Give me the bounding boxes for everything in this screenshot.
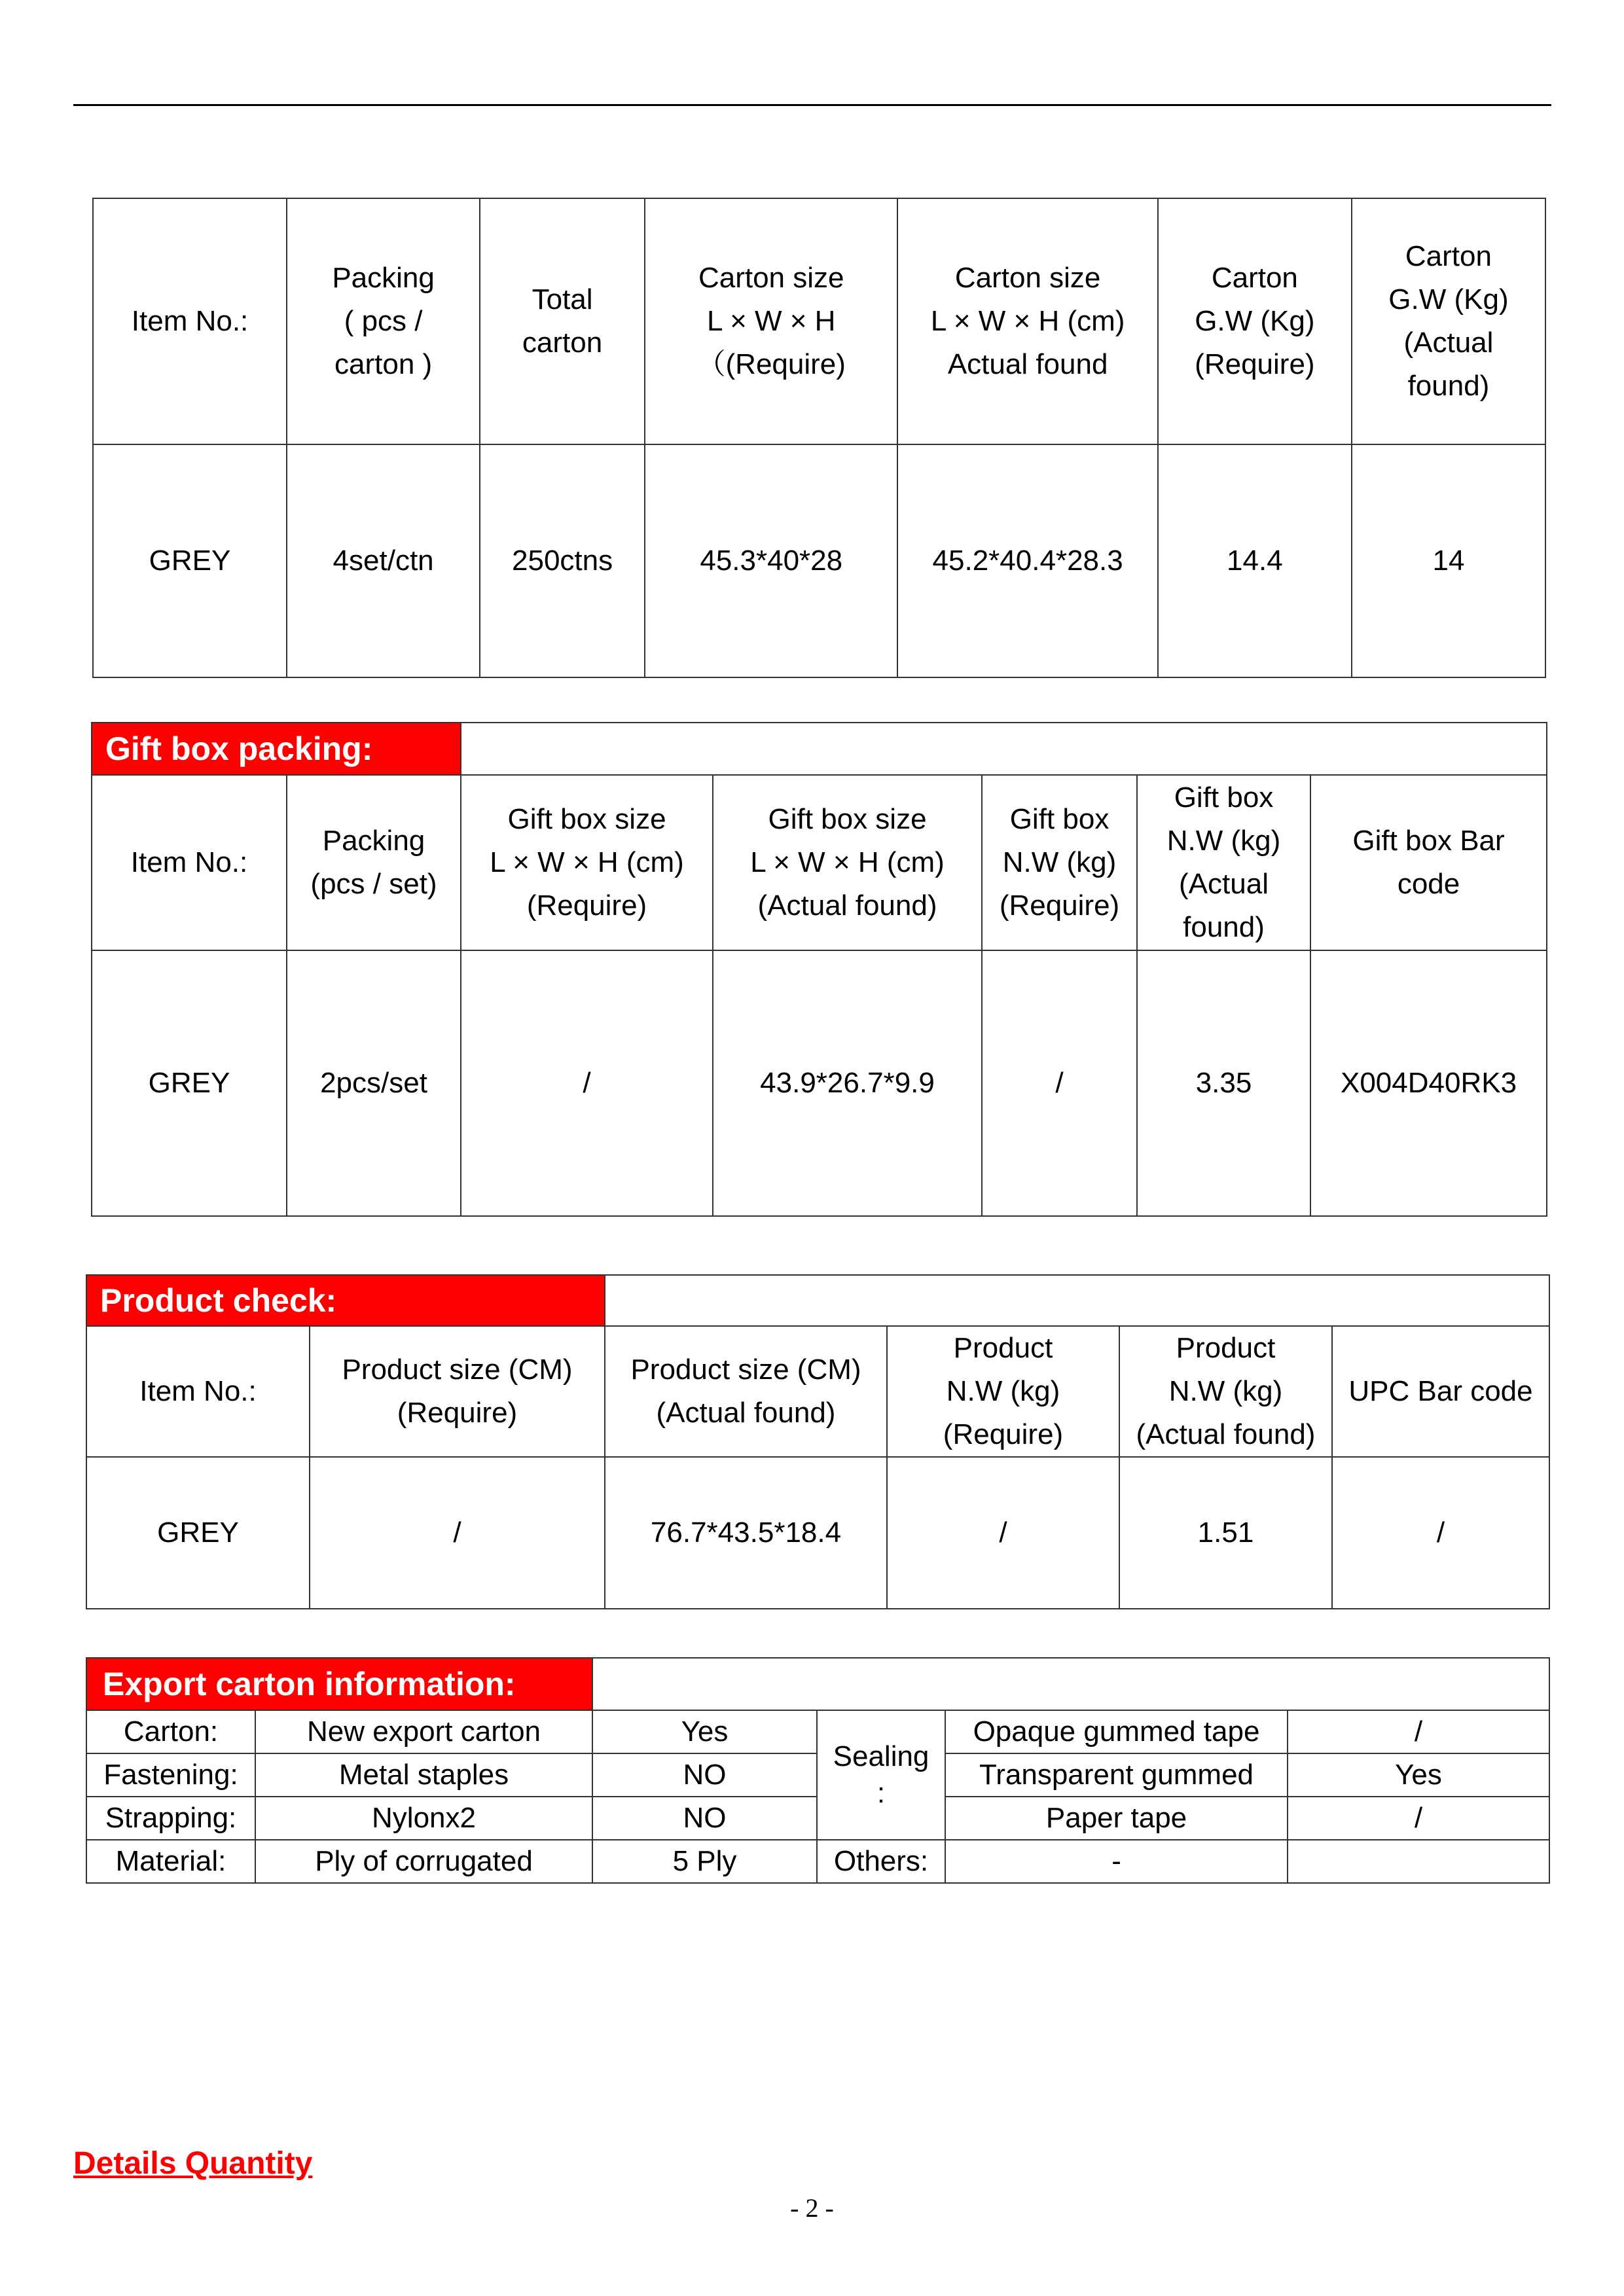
others-label: Others: [817, 1840, 945, 1883]
gift-box-header-row [92, 775, 1547, 950]
gift-box-header-cell: Gift box size L × W × H (cm) (Require) [461, 775, 713, 950]
carton-table-header-cell: Carton G.W (Kg) (Actual found) [1352, 198, 1545, 444]
export-label: Strapping: [86, 1797, 255, 1840]
export-check: Yes [592, 1710, 817, 1753]
export-value: Ply of corrugated [255, 1840, 592, 1883]
carton-header-row [93, 198, 1545, 444]
carton-table-header-cell: Item No.: [93, 198, 287, 444]
seal-item: Opaque gummed tape [945, 1710, 1288, 1753]
export-label: Carton: [86, 1710, 255, 1753]
export-row [86, 1840, 1549, 1883]
carton-table-data-cell: 4set/ctn [287, 444, 480, 677]
gift-box-data-row [92, 950, 1547, 1216]
seal-value: Yes [1288, 1753, 1549, 1797]
export-value: Metal staples [255, 1753, 592, 1797]
product-check-data-cell: / [310, 1457, 605, 1609]
product-check-data-row [86, 1457, 1549, 1609]
gift-box-data-cell: / [461, 950, 713, 1216]
product-check-data-cell: GREY [86, 1457, 310, 1609]
carton-table-header-cell: Carton size L × W × H (cm) Actual found [897, 198, 1157, 444]
gift-box-title-row [92, 723, 1547, 775]
gift-box-data-cell: 2pcs/set [287, 950, 461, 1216]
product-check-data-cell: 76.7*43.5*18.4 [605, 1457, 887, 1609]
gift-box-data-cell: 43.9*26.7*9.9 [713, 950, 982, 1216]
export-carton-table [86, 1657, 1550, 1884]
product-check-table [86, 1274, 1550, 1609]
product-check-header-cell: Product size (CM) (Actual found) [605, 1326, 887, 1457]
seal-value [1288, 1840, 1549, 1883]
page-number: - 2 - [790, 2193, 834, 2223]
seal-item: Paper tape [945, 1797, 1288, 1840]
product-check-data-cell: / [1332, 1457, 1549, 1609]
gift-box-header-cell: Gift box size L × W × H (cm) (Actual found) [713, 775, 982, 950]
gift-box-table [91, 722, 1547, 1217]
carton-table-header-cell: Carton size L × W × H （(Require) [645, 198, 897, 444]
product-check-header-row [86, 1326, 1549, 1457]
carton-table-data-cell: 14 [1352, 444, 1545, 677]
carton-table-data-cell: 45.2*40.4*28.3 [897, 444, 1157, 677]
carton-data-row [93, 444, 1545, 677]
carton-table-header-cell: Total carton [480, 198, 645, 444]
gift-box-header-cell: Gift box N.W (kg) (Actual found) [1137, 775, 1310, 950]
gift-box-data-cell: / [982, 950, 1137, 1216]
export-carton-title-blank [592, 1658, 1549, 1710]
gift-box-data-cell: 3.35 [1137, 950, 1310, 1216]
seal-value: / [1288, 1797, 1549, 1840]
gift-box-data-cell: GREY [92, 950, 287, 1216]
carton-table-data-cell: 14.4 [1158, 444, 1352, 677]
export-carton-title-row [86, 1658, 1549, 1710]
seal-item: Transparent gummed [945, 1753, 1288, 1797]
carton-table-data-cell: 250ctns [480, 444, 645, 677]
export-value: New export carton [255, 1710, 592, 1753]
gift-box-header-cell: Gift box N.W (kg) (Require) [982, 775, 1137, 950]
gift-box-data-cell: X004D40RK3 [1310, 950, 1547, 1216]
carton-table-header-cell: Carton G.W (Kg) (Require) [1158, 198, 1352, 444]
product-check-title: Product check: [86, 1275, 605, 1326]
carton-packing-table [92, 198, 1546, 678]
export-check: 5 Ply [592, 1840, 817, 1883]
header-rule [73, 104, 1551, 106]
export-label: Fastening: [86, 1753, 255, 1797]
product-check-header-cell: UPC Bar code [1332, 1326, 1549, 1457]
carton-table-data-cell: GREY [93, 444, 287, 677]
product-check-data-cell: / [887, 1457, 1119, 1609]
product-check-title-row [86, 1275, 1549, 1326]
gift-box-header-cell: Gift box Bar code [1310, 775, 1547, 950]
product-check-header-cell: Item No.: [86, 1326, 310, 1457]
seal-item: - [945, 1840, 1288, 1883]
product-check-header-cell: Product N.W (kg) (Require) [887, 1326, 1119, 1457]
gift-box-title-blank [461, 723, 1547, 775]
product-check-header-cell: Product size (CM) (Require) [310, 1326, 605, 1457]
gift-box-header-cell: Item No.: [92, 775, 287, 950]
export-check: NO [592, 1753, 817, 1797]
carton-table-header-cell: Packing ( pcs / carton ) [287, 198, 480, 444]
product-check-data-cell: 1.51 [1119, 1457, 1332, 1609]
carton-table-data-cell: 45.3*40*28 [645, 444, 897, 677]
product-check-title-blank [605, 1275, 1549, 1326]
product-check-header-cell: Product N.W (kg) (Actual found) [1119, 1326, 1332, 1457]
export-carton-title: Export carton information: [86, 1658, 592, 1710]
details-quantity-link[interactable]: Details Quantity [73, 2146, 313, 2181]
seal-value: / [1288, 1710, 1549, 1753]
export-check: NO [592, 1797, 817, 1840]
gift-box-title: Gift box packing: [92, 723, 461, 775]
export-row [86, 1710, 1549, 1753]
gift-box-header-cell: Packing (pcs / set) [287, 775, 461, 950]
sealing-label: Sealing : [817, 1710, 945, 1840]
export-value: Nylonx2 [255, 1797, 592, 1840]
export-label: Material: [86, 1840, 255, 1883]
